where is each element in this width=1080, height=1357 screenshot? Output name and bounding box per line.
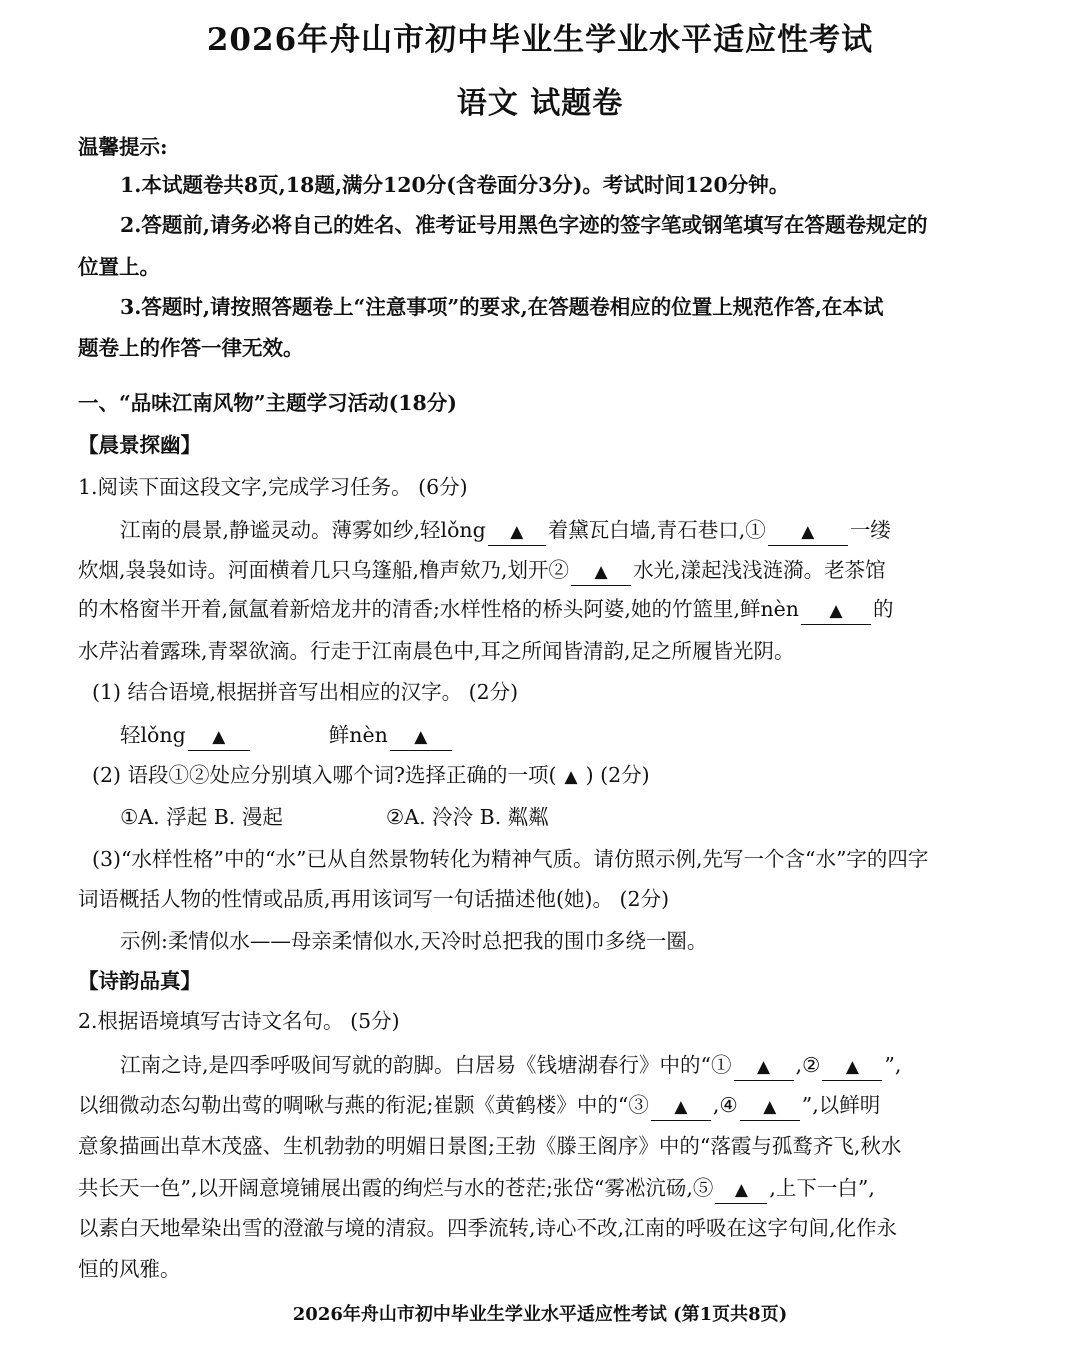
options-blank-1: ①A. 浮起 B. 漫起 [120, 805, 283, 829]
answer-blank[interactable] [740, 1092, 800, 1121]
passage-line-1: 江南的晨景,静谧灵动。薄雾如纱,轻lǒng ▲ 着黛瓦白墙,青石巷口,① ▲ 一缕 [120, 515, 1008, 546]
example-line: 示例:柔情似水——母亲柔情似水,天冷时总把我的围巾多绕一圈。 [120, 929, 708, 953]
answer-blank[interactable] [768, 517, 848, 546]
poem-line-3: 意象描画出草木茂盛、生机勃勃的明媚日景图;王勃《滕王阁序》中的“落霞与孤鹜齐飞,秋水 [78, 1134, 902, 1158]
passage-line-4: 水芹沾着露珠,青翠欲滴。行走于江南晨色中,耳之所闻皆清韵,足之所履皆光阴。 [78, 639, 795, 663]
answer-blank[interactable] [571, 557, 631, 586]
triangle-marker-icon: ▲ [564, 767, 578, 787]
question-1: 1.阅读下面这段文字,完成学习任务。 (6分) [78, 475, 468, 499]
poem-line-5: 以素白天地晕染出雪的澄澈与境的清寂。四季流转,诗心不改,江南的呼吸在这字句间,化作永 [78, 1216, 898, 1240]
poem-line-4: 共长天一色”,以开阔意境铺展出霞的绚烂与水的苍茫;张岱“雾凇沆砀,⑤ ▲ ,上下一白”, [78, 1173, 1008, 1204]
answer-blank[interactable] [390, 722, 452, 751]
triangle-marker-icon: ▲ [510, 522, 524, 542]
tip-line-2b: 位置上。 [78, 255, 160, 279]
triangle-marker-icon: ▲ [734, 1180, 748, 1200]
triangle-marker-icon: ▲ [594, 562, 608, 582]
tips-heading: 温馨提示: [78, 135, 168, 159]
tip-line-1: 1.本试题卷共8页,18题,满分120分(含卷面分3分)。考试时间120分钟。 [120, 173, 790, 197]
passage-line-3: 的木格窗半开着,氤氲着新焙龙井的清香;水样性格的桥头阿婆,她的竹篮里,鲜nèn ▲ 的 [78, 594, 1008, 625]
subsection-heading-2: 【诗韵品真】 [78, 969, 201, 993]
answer-blank[interactable] [188, 722, 250, 751]
exam-title: 2026年舟山市初中毕业生学业水平适应性考试 [206, 22, 874, 58]
answer-blank[interactable] [734, 1052, 794, 1081]
answer-blank[interactable] [715, 1175, 767, 1204]
page-footer: 2026年舟山市初中毕业生学业水平适应性考试 (第1页共8页) [292, 1304, 788, 1325]
poem-line-1: 江南之诗,是四季呼吸间写就的韵脚。白居易《钱塘湖春行》中的“① ▲ ,② ▲ ”, [120, 1050, 1008, 1081]
answer-blank[interactable] [651, 1092, 711, 1121]
question-1-1-blanks: 轻lǒng ▲ 鲜nèn ▲ [120, 720, 1008, 751]
exam-subtitle: 语文 试题卷 [456, 86, 624, 121]
question-1-3a: (3)“水样性格”中的“水”已从自然景物转化为精神气质。请仿照示例,先写一个含“水”字的四字 [92, 847, 929, 871]
triangle-marker-icon: ▲ [674, 1097, 688, 1117]
tip-line-3a: 3.答题时,请按照答题卷上“注意事项”的要求,在答题卷相应的位置上规范作答,在本试 [120, 295, 884, 319]
tip-line-2a: 2.答题前,请务必将自己的姓名、准考证号用黑色字迹的签字笔或钢笔填写在答题卷规定的 [120, 213, 928, 237]
triangle-marker-icon: ▲ [829, 601, 843, 621]
poem-line-6: 恒的风雅。 [78, 1257, 181, 1281]
question-1-3b: 词语概括人物的性情或品质,再用该词写一句话描述他(她)。 (2分) [78, 887, 670, 911]
question-2: 2.根据语境填写古诗文名句。 (5分) [78, 1009, 400, 1033]
subsection-heading-1: 【晨景探幽】 [78, 433, 201, 457]
triangle-marker-icon: ▲ [212, 727, 226, 747]
tip-line-3b: 题卷上的作答一律无效。 [78, 336, 304, 360]
triangle-marker-icon: ▲ [801, 522, 815, 542]
triangle-marker-icon: ▲ [845, 1057, 859, 1077]
answer-blank[interactable] [822, 1052, 882, 1081]
question-1-2-options [120, 802, 1008, 832]
question-1-2: (2) 语段①②处应分别填入哪个词?选择正确的一项( ▲ ) (2分) [92, 763, 650, 787]
passage-line-2: 炊烟,袅袅如诗。河面横着几只乌篷船,橹声欸乃,划开② ▲ 水光,漾起浅浅涟漪。老茶馆 [78, 555, 1008, 586]
answer-blank[interactable] [488, 517, 546, 546]
triangle-marker-icon: ▲ [414, 727, 428, 747]
poem-line-2: 以细微动态勾勒出莺的啁啾与燕的衔泥;崔颢《黄鹤楼》中的“③ ▲ ,④ ▲ ”,以鲜明 [78, 1090, 1008, 1121]
triangle-marker-icon: ▲ [763, 1097, 777, 1117]
options-blank-2: ②A. 泠泠 B. 粼粼 [385, 805, 549, 829]
triangle-marker-icon: ▲ [756, 1057, 771, 1077]
question-1-1: (1) 结合语境,根据拼音写出相应的汉字。 (2分) [92, 680, 519, 704]
section-heading: 一、“品味江南风物”主题学习活动(18分) [78, 391, 458, 415]
answer-blank[interactable] [801, 596, 871, 625]
